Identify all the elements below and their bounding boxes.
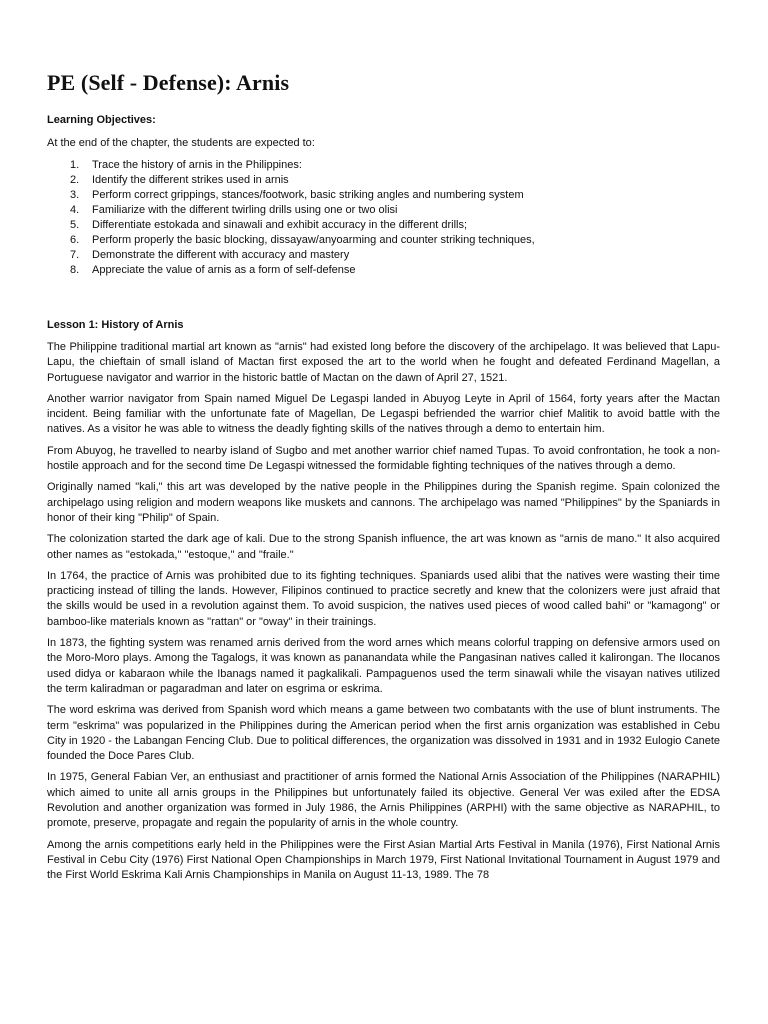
objective-text: Perform correct grippings, stances/footwork, basic striking angles and numbering system [92,189,524,201]
objective-number: 5. [70,219,80,231]
objective-text: Appreciate the value of arnis as a form of self-defense [92,264,356,276]
objective-number: 1. [70,159,80,171]
learning-objectives-heading: Learning Objectives: [47,114,156,126]
objective-item [70,203,720,218]
objective-item [70,188,720,203]
objective-text: Perform properly the basic blocking, dissayaw/anyoarming and counter striking techniques, [92,234,535,246]
objectives-list [47,158,720,278]
objective-number: 7. [70,249,80,261]
objective-text: Trace the history of arnis in the Philippines: [92,159,302,171]
objective-item [70,218,720,233]
paragraph-1873: In 1873, the fighting system was renamed arnis derived from the word arnes which means colorful trapping on defensive armors used on the Moro-Moro plays. Among the Tagalogs, it was known as pananandata while the Pangasinan natives called it kalirongan. The Ilocanos used didya or kabaraon while the Ibanags named it pagkalikali. Pampaguenos used the term sinawali while the visayan natives utilized the term kaliradman or pagaradman and later on esgrima or eskrima. [47,637,720,695]
paragraph-eskrima: The word eskrima was derived from Spanish word which means a game between two combatants with the use of blunt instruments. The term "eskrima" was popularized in the Philippines during the American period when the first arnis organization was established in Cebu City in 1920 - the Labangan Fencing Club. Due to political differences, the organization was dissolved in 1931 and in 1932 Eulogio Canete founded the Doce Pares Club. [47,704,720,763]
objective-item [70,263,720,278]
objective-text: Demonstrate the different with accuracy and mastery [92,249,350,261]
objective-text: Identify the different strikes used in arnis [92,174,289,186]
objective-number: 6. [70,234,80,246]
objective-item [70,248,720,263]
paragraph-abuyog: From Abuyog, he travelled to nearby island of Sugbo and met another warrior chief named Tupas. To avoid confrontation, he took a non- hostile approach and for the second time De Legaspi witnessed the formidable fighting techniques of the natives through a demo. [47,444,720,473]
paragraph-magellan: The Philippine traditional martial art known as "arnis" had existed long before the discovery of the archipelago. It was believed that Lapu-Lapu, the chieftain of small island of Mactan first exposed the art to the world when he fought and defeated Ferdinand Magellan, a Portuguese navigator and warrior in the historic battle of Mactan on the dawn of April 27, 1521. [47,341,720,384]
objective-number: 3. [70,189,80,201]
objective-number: 2. [70,174,80,186]
paragraph-1764: In 1764, the practice of Arnis was prohibited due to its fighting techniques. Spaniards used alibi that the natives were wasting their time practicing instead of tilling the lands. However, Filipinos continued to practice secretly and knew that the colonizers were just afraid that the skills would be used in a revolution against them. To avoid suspicion, the natives used pieces of wood called bahi" or "kamagong" or bamboo-like materials known as "rattan" or "oway" in their trainings. [47,569,720,628]
objective-item [70,233,720,248]
paragraph-colonization: The colonization started the dark age of kali. Due to the strong Spanish influence, the art was known as "arnis de mano." It also acquired other names as "estokada," "estoque," and "fraile." [47,533,720,561]
page-title: PE (Self - Defense): Arnis [47,70,290,95]
paragraph-kali: Originally named "kali," this art was developed by the native people in the Philippines during the Spanish regime. Spain colonized the archipelago using religion and modern weapons like muskets and cannons. The archipelago was named "Philippines" by the Spaniards in honor of their king "Philip" of Spain. [47,481,720,524]
lesson-heading: Lesson 1: History of Arnis [47,319,184,331]
objective-item [70,158,720,173]
objectives-intro: At the end of the chapter, the students are expected to: [47,137,315,149]
objective-number: 8. [70,264,80,276]
paragraph-legaspi: Another warrior navigator from Spain named Miguel De Legaspi landed in Abuyog Leyte in April of 1564, forty years after the Mactan incident. Being familiar with the unfortunate fate of Magellan, De Legaspi befriended the warrior chief Malitik to avoid battle with the natives. As a visitor he was able to witness the deadly fighting skills of the natives through a demo to entertain him. [47,392,720,436]
objective-item [70,173,720,188]
paragraph-1975: In 1975, General Fabian Ver, an enthusiast and practitioner of arnis formed the National Arnis Association of the Philippines (NARAPHIL) which aimed to unite all arnis groups in the Philippines but unfortunately failed its objective. General Ver was exiled after the EDSA Revolution and another organization was formed in July 1986, the Arnis Philippines (ARPHI) with the same objective as NARAPHIL, to promote, preserve, propagate and regain the popularity of arnis in the whole country. [47,771,720,830]
objective-number: 4. [70,204,80,216]
paragraph-competitions: Among the arnis competitions early held in the Philippines were the First Asian Martial Arts Festival in Manila (1976), First National Arnis Festival in Cebu City (1976) First National Open Championships in March 1979, First National Invitational Tournament in August 1979 and the First World Eskrima Kali Arnis Championships in Manila on August 11-13, 1989. The 78 [47,838,720,882]
objective-text: Familiarize with the different twirling drills using one or two olisi [92,204,398,216]
objective-text: Differentiate estokada and sinawali and exhibit accuracy in the different drills; [92,219,468,231]
